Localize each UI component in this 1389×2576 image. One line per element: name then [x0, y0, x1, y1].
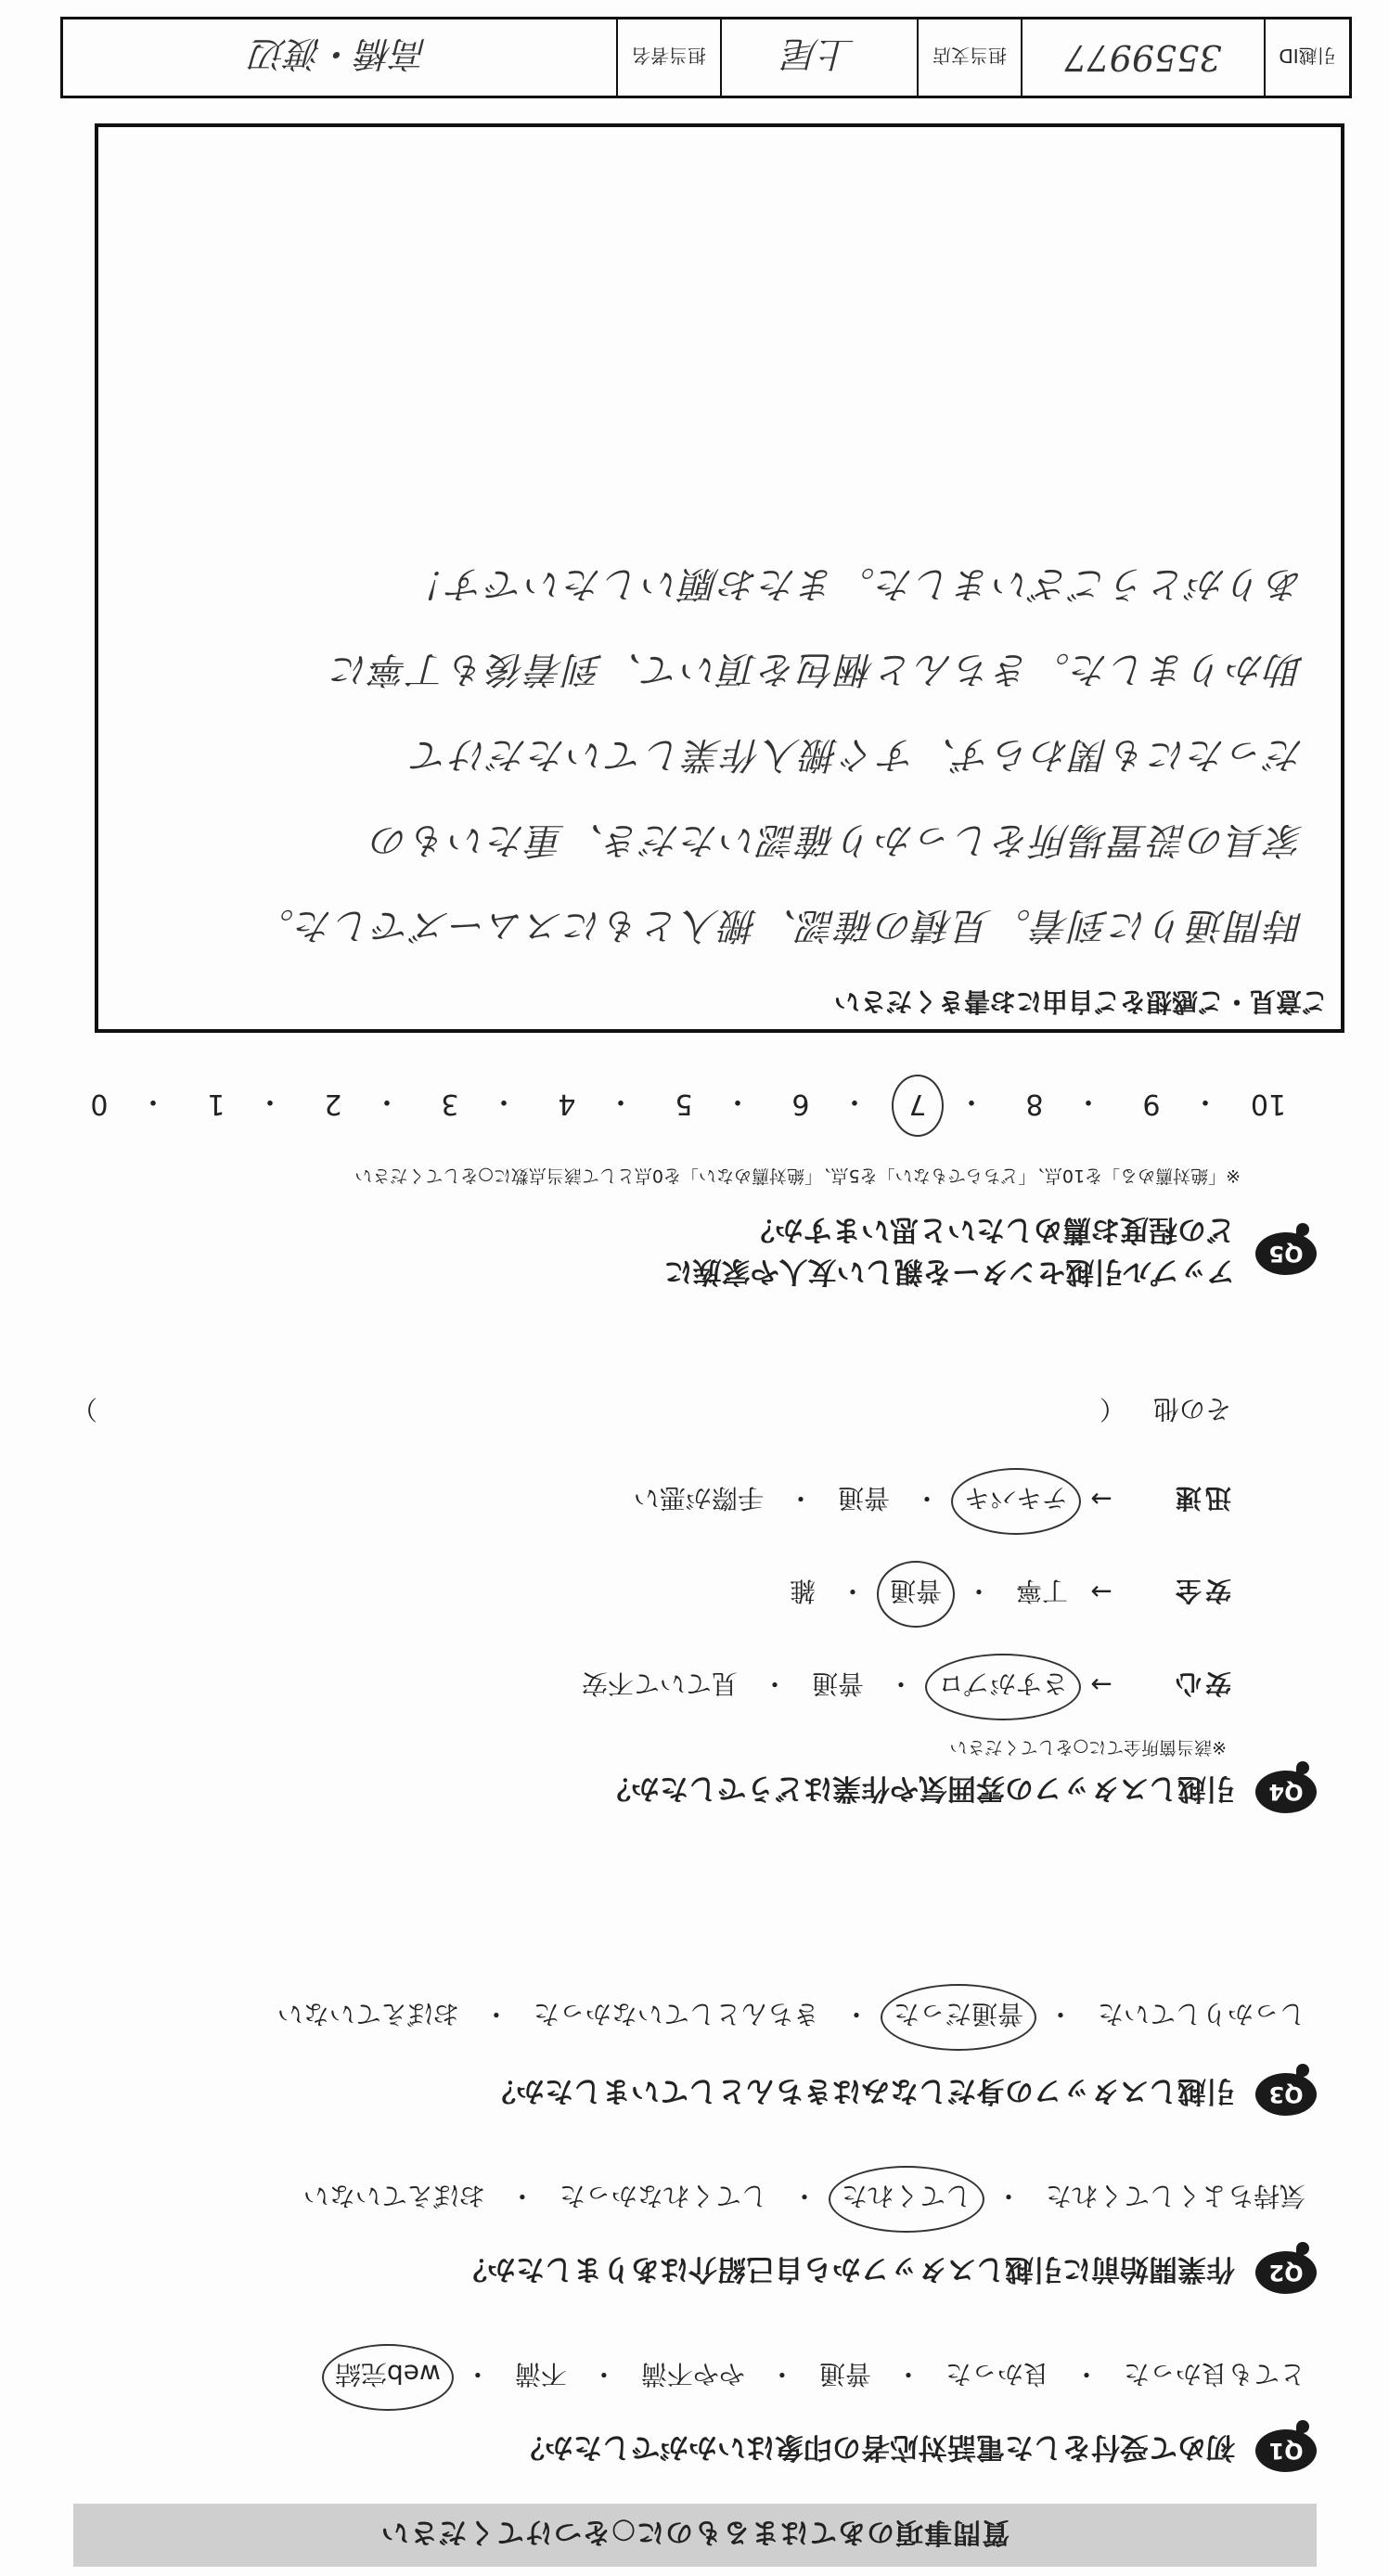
q4-option[interactable]: 普通 [811, 1668, 864, 1699]
footer-staff-value: 高橋・渡辺 [251, 33, 429, 75]
footer-branch-value-cell [722, 19, 919, 96]
scale-option[interactable]: 9 [1142, 1088, 1161, 1121]
footer-id-label: 引越ID [1279, 45, 1336, 68]
footer-branch-value: 上尾 [784, 33, 855, 75]
q4-option-selected[interactable]: テキパキ [958, 1481, 1074, 1518]
handwritten-comment-line: 助かりました。きちんと梱包を頂いて、到着後も丁寧に [329, 648, 1304, 690]
footer-staff-value-cell [63, 19, 618, 96]
q4-note: ※該当箇所全てに○をしてください [949, 1737, 1227, 1758]
arrow-right-icon: → [1090, 1484, 1112, 1515]
q2-option[interactable]: おぼえていない [302, 2181, 485, 2211]
q4-other-label: その他 [1152, 1394, 1231, 1424]
instruction-banner [73, 2504, 1317, 2567]
handwritten-comment-line: だったにも関わらず、すぐ搬入作業していただけて [410, 733, 1304, 776]
q2-option-selected[interactable]: してくれた [836, 2179, 977, 2216]
q4-question-row [602, 1771, 1317, 1813]
q1-option[interactable]: 普通 [818, 2359, 871, 2389]
q4-option-selected[interactable]: 普通 [884, 1574, 947, 1611]
scale-option[interactable]: 10 [1250, 1088, 1287, 1121]
footer-id-value: 3559977 [1064, 37, 1222, 78]
q1-question-row [516, 2429, 1317, 2472]
q2-option[interactable]: 気持ちよくしてくれた [1045, 2181, 1305, 2211]
q3-question: 引越しスタッフの身だしなみはきちんとしていましたか？ [487, 2074, 1235, 2108]
q3-option-selected[interactable]: 普通だった [888, 1997, 1029, 2034]
q2-question: 作業開始前に引越しスタッフから自己紹介はありましたか？ [458, 2252, 1235, 2286]
q1-option[interactable]: やや不満 [640, 2359, 745, 2389]
scale-option[interactable]: 3 [441, 1088, 459, 1121]
q4-row-anshin: 安心 → さすがプロ ・ 普通 ・ 見ていて不安 [576, 1667, 1231, 1704]
q1-question: 初めて受付をした電話対応者の印象はいかがでしたか？ [516, 2430, 1235, 2465]
scale-option[interactable]: 2 [324, 1088, 342, 1121]
comment-box[interactable] [95, 123, 1344, 1033]
q5-note: ※「絶対薦める」を10点、「どちらでもない」を5点、「絶対薦めない」を0点として該当点数に○をしてください [354, 1166, 1241, 1186]
scale-option[interactable]: 6 [791, 1088, 810, 1121]
scale-option[interactable]: 1 [207, 1088, 225, 1121]
q1-option[interactable]: とても良かった [1123, 2359, 1305, 2389]
q2-question-row [458, 2251, 1317, 2294]
q2-badge: Q2 [1255, 2251, 1317, 2294]
scale-option[interactable]: 8 [1025, 1088, 1044, 1121]
q4-row-label: 安心 [1171, 1668, 1231, 1699]
q1-option-selected[interactable]: web完結 [329, 2357, 446, 2394]
q4-option[interactable]: 手際が悪い [633, 1483, 764, 1513]
q3-option[interactable]: おぼえていない [277, 1999, 459, 2029]
banner-text: 質問事項のあてはまるものに○をつけてください [379, 2516, 1010, 2548]
q4-option[interactable]: 雑 [789, 1576, 816, 1606]
q5-question [664, 1212, 1235, 1295]
footer-branch-label: 担当支店 [932, 45, 1007, 68]
comment-title: ご意見・ご感想をご自由にお書きください [833, 986, 1328, 1017]
scale-option[interactable]: 4 [558, 1088, 576, 1121]
q4-question: 引越しスタッフの雰囲気や作業はどうでしたか？ [602, 1771, 1235, 1806]
q5-question-line2: どの程度お薦めしたいと思いますか？ [746, 1213, 1235, 1246]
q4-row-label: 迅速 [1171, 1483, 1231, 1513]
q4-option-selected[interactable]: さすがプロ [932, 1667, 1074, 1704]
footer-branch-label-cell [919, 19, 1022, 96]
handwritten-comment-line: ありがとうございました。またお願いしたいです！ [407, 562, 1304, 605]
scale-option-selected[interactable]: 7 [899, 1088, 936, 1121]
footer-staff-label: 担当者名 [632, 45, 706, 68]
q3-option[interactable]: きちんとしていなかった [533, 1999, 819, 2029]
q4-row-jinsoku: 迅速 → テキパキ ・ 普通 ・ 手際が悪い [628, 1481, 1231, 1518]
q1-option[interactable]: 不満 [514, 2359, 567, 2389]
q1-option[interactable]: 良かった [945, 2359, 1049, 2389]
q2-option[interactable]: してくれなかった [559, 2181, 767, 2211]
q4-option[interactable]: 見ていて不安 [581, 1668, 738, 1699]
q2-options: 気持ちよくしてくれた ・ してくれた ・ してくれなかった ・ おぼえていない [298, 2179, 1311, 2216]
q4-badge: Q4 [1255, 1771, 1317, 1813]
q5-scale: 10 ・ 9 ・ 8 ・ 7 ・ 6 ・ 5 ・ 4 ・ 3 ・ 2 ・ 1 ・ 0 [81, 1084, 1287, 1125]
footer-staff-label-cell [618, 19, 722, 96]
footer-id-value-cell [1022, 19, 1266, 96]
q4-row-other [71, 1392, 1231, 1429]
scale-option[interactable]: 5 [675, 1088, 693, 1121]
handwritten-comment-line: 時間通りに到着。見積の確認、搬入ともにスムーズでした。 [255, 904, 1304, 947]
q4-other-close: ） [71, 1394, 98, 1424]
q4-other-open: （ [1099, 1394, 1125, 1424]
q1-options: とても良かった ・ 良かった ・ 普通 ・ やや不満 ・ 不満 ・ web完結 [329, 2357, 1311, 2394]
q3-option[interactable]: しっかりしていた [1097, 1999, 1305, 2029]
arrow-right-icon: → [1090, 1577, 1112, 1608]
q4-row-anzen: 安全 → 丁寧 ・ 普通 ・ 雑 [784, 1574, 1231, 1611]
q4-option[interactable]: 丁寧 [1015, 1576, 1068, 1606]
q3-question-row [487, 2073, 1317, 2116]
q5-question-line1: アップル引越センターを親しい友人や家族に [663, 1255, 1235, 1288]
q3-badge: Q3 [1255, 2073, 1317, 2116]
q3-options: しっかりしていた ・ 普通だった ・ きちんとしていなかった ・ おぼえていない [272, 1997, 1311, 2034]
q4-row-label: 安全 [1171, 1576, 1231, 1606]
footer-id-label-cell [1266, 19, 1349, 96]
q4-option[interactable]: 普通 [837, 1483, 890, 1513]
scale-option[interactable]: 0 [90, 1088, 109, 1121]
q5-badge: Q5 [1255, 1232, 1317, 1275]
arrow-right-icon: → [1090, 1669, 1112, 1701]
footer-info-table [60, 17, 1352, 98]
handwritten-comment-line: 家具の設置場所をしっかり確認いただき、重たいもの [369, 818, 1304, 861]
q1-badge: Q1 [1255, 2429, 1317, 2472]
q5-question-row [664, 1212, 1317, 1295]
